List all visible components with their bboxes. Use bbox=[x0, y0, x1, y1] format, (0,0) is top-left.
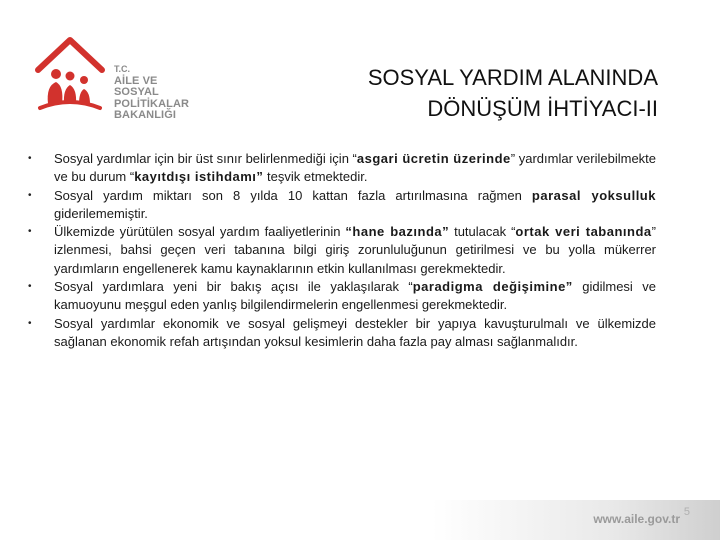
bullet-emphasis: asgari ücretin üzerinde bbox=[356, 151, 511, 166]
logo-line-aile: AİLE VE bbox=[114, 74, 158, 87]
bullet-item bbox=[26, 278, 656, 315]
bullet-item bbox=[26, 150, 656, 187]
family-house-logo-icon bbox=[34, 34, 114, 120]
bullet-text: giderilememiştir. bbox=[54, 205, 148, 221]
logo-line-bakanlik: BAKANLIĞI bbox=[114, 109, 177, 121]
bullet-text: tutulacak “ bbox=[449, 224, 516, 240]
bullet-dot-icon: • bbox=[28, 189, 32, 201]
bullet-dot-icon: • bbox=[28, 281, 32, 293]
bullet-item bbox=[26, 315, 656, 352]
page-number: 5 bbox=[683, 506, 690, 518]
slide-title bbox=[238, 62, 658, 124]
bullet-text: Sosyal yardımlar için bir üst sınır belirlenmediği için “ bbox=[54, 151, 357, 166]
bullet-emphasis: ortak veri tabanında bbox=[515, 224, 652, 240]
bullet-text: Sosyal yardımlara yeni bir bakış açısı ile yaklaşılarak “ bbox=[54, 279, 413, 295]
slide-title-line-2: DÖNÜŞÜM İHTİYACI-II bbox=[427, 96, 658, 121]
footer-website-link[interactable]: www.aile.gov.tr bbox=[593, 512, 680, 526]
logo-line-tc: T.C. bbox=[114, 64, 131, 74]
bullet-text: teşvik etmektedir. bbox=[263, 169, 368, 185]
bullet-emphasis: “hane bazında” bbox=[345, 224, 450, 240]
logo-line-sosyal: SOSYAL POLİTİKALAR bbox=[114, 86, 190, 110]
bullet-text: Ülkemizde yürütülen sosyal yardım faaliyetlerinin bbox=[54, 224, 346, 240]
slide-title-line-1: SOSYAL YARDIM ALANINDA bbox=[367, 65, 658, 90]
logo-text bbox=[114, 64, 224, 122]
bullet-text: ” izlenmesi, bahsi geçen veri tabanına bilgi giriş zorunluluğunun getirilmesi ve bu yolla mükerrer yardımların engellenerek kamu kaynaklarının etkin kullanılması gerekmektedir. bbox=[54, 224, 656, 276]
bullet-emphasis: kayıtdışı istihdamı” bbox=[134, 169, 264, 185]
bullet-emphasis: paradigma değişimine” bbox=[412, 279, 573, 295]
bullet-emphasis: parasal yoksulluk bbox=[531, 187, 656, 203]
ministry-logo bbox=[34, 34, 224, 120]
bullet-dot-icon: • bbox=[28, 317, 32, 329]
slide-body bbox=[26, 150, 656, 351]
bullet-dot-icon: • bbox=[28, 153, 32, 164]
bullet-text: ” yardımlar verilebilmekte ve bu durum “ bbox=[54, 151, 657, 185]
bullet-list bbox=[26, 150, 656, 351]
bullet-text: gidilmesi ve kamuoyunu meşgul eden yanlış bilgilendirmelerin engellenmesi gerekmektedir. bbox=[54, 279, 656, 313]
bullet-item bbox=[26, 187, 656, 224]
bullet-item bbox=[26, 223, 656, 278]
bullet-text: Sosyal yardım miktarı son 8 yılda 10 kattan fazla artırılmasına rağmen bbox=[54, 187, 532, 203]
bullet-text: Sosyal yardımlar ekonomik ve sosyal gelişmeyi destekler bir yapıya kavuşturulmalı ve ülkemizde sağlanan ekonomik refah artışından yoksul kesimlerin daha fazla pay alması sağlanmalıdır. bbox=[54, 315, 656, 349]
bullet-dot-icon: • bbox=[28, 226, 32, 238]
